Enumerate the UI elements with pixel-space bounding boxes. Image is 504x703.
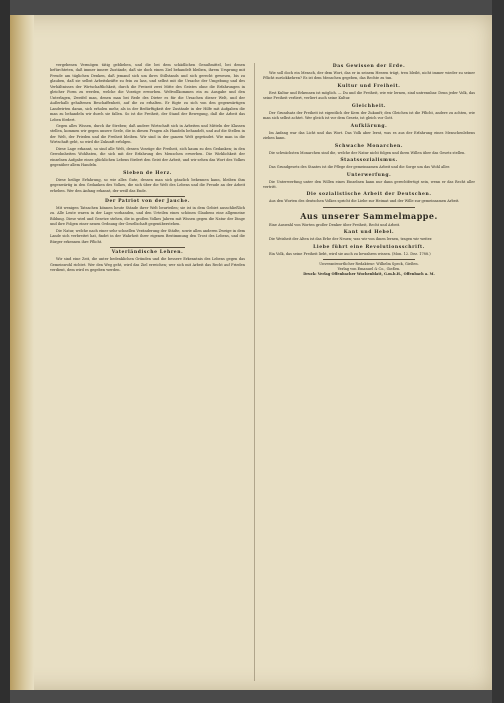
- right-section-title-2: Kultur und Freiheit.: [337, 83, 401, 89]
- section-rule: [323, 207, 415, 208]
- right-paragraph-3: Der Grundsatz der Freiheit ist eigentlich der Kern der Zukunft; den Gleichen ist die Pflicht, andere zu achten, wie man sich selbst achtet. Wer gleich ist vor dem Gesetz, ist gleich vor Gott.: [263, 110, 475, 121]
- right-paragraph-5: Die schwächsten Monarchen sind die, welche der Natur nicht folgen und ihren Willen über das Gesetz stellen.: [269, 150, 466, 155]
- sammelmappe-heading: Aus unserer Sammelmappe.: [300, 210, 438, 221]
- right-section-title-9: Kant und Hebel.: [343, 230, 395, 236]
- left-paragraph-4: Diese heilige Erfahrung, so wie alles Gute, dessen man sich gänzlich bekennen kann, bleiben ihm gegenwärtig in den Gedanken des Volkes, die sich über die Welt des Lebens und die Freude an der Arbeit erheben. Wer den Anfang erkannt, der weiß das Ende.: [50, 177, 245, 193]
- right-paragraph-1: Wie soll doch ein Mensch, der dem Wort, das er in seinem Herzen trägt, treu bleibt, nicht immer wieder zu seiner Pflicht zurückkehren? Es ist dem Menschen gegeben, das Rechte zu tun.: [263, 71, 475, 81]
- right-section-title-10: Liebe führt eine Revolutionsschrift.: [313, 244, 425, 250]
- right-paragraph-7: Die Unterwerfung unter den Willen eines Einzelnen kann nur dann gerechtfertigt sein, wenn er das Recht aller vertritt.: [263, 179, 475, 189]
- right-paragraph-8: Aus den Worten des deutschen Volkes spricht die Liebe zur Heimat und der Wille zur gemeinsamen Arbeit.: [269, 199, 460, 204]
- right-section-title-8: Die sozialistische Arbeit der Deutschen.: [306, 192, 432, 198]
- left-section-title-2: Der Patriot von der Jauche.: [104, 198, 191, 204]
- section-rule: [110, 196, 185, 197]
- right-section-title-6: Staatssozialismus.: [340, 158, 398, 164]
- right-column: [263, 62, 475, 682]
- right-section-title-3: Gleichheit.: [351, 103, 387, 109]
- footer-editor: Unverantwortlicher Redakteur: Wilhelm Speck, Gießen.: [319, 262, 419, 267]
- column-divider: [254, 63, 255, 681]
- left-paragraph-6: Die Natur, welche nach einer sehr schnellen Veränderung der Städte, sowie allen anderen Zweige in dem Lande sich verbreitet hat, findet in der Wahrheit ihrer eigenen Bestimmung den Trost des Lebens, und die Bürger erkennen ihre Pflicht.: [50, 228, 245, 244]
- scan-border-left: [0, 0, 10, 703]
- right-section-title-5: Schwache Monarchen.: [334, 143, 404, 149]
- left-column: [50, 63, 245, 683]
- right-paragraph-11: Ein Volk, das seine Freiheit liebt, wird sie auch zu bewahren wissen. (Mon. 12. Dez. 1788.): [269, 251, 431, 256]
- left-paragraph-5: Mit wenigen Tatsachen können heute Stände ihrer Welt beurteilen; sie ist in dem Gebiet ausschließlich zu. Alle Leute waren in der Lage vorhanden, und den Urteilen eines schönen Glaubens eine allgemeine Bildung. Diese wird und Gesetze stehen, die in großen Volkes Jahren mit Wissen gegen die Natur der Dinge und ihre Folgen einer neuen Ordnung der Gesellschaft gegenüberstehen.: [50, 205, 245, 227]
- right-section-title-7: Unterwerfung.: [346, 172, 392, 178]
- left-paragraph-7: Wir sind eine Zeit, die unter bedenklichen Gründen und die bessere Erkenntnis des Lebens gegen das Gemeinwohl richtet. Wer den Weg geht, wird das Ziel erreichen; wer sich mit Arbeit das Recht auf Frieden verdient, dem wird es gegeben werden.: [50, 257, 245, 273]
- page-spine-shadow: [10, 15, 34, 690]
- section-rule: [323, 259, 415, 260]
- section-rule: [110, 247, 185, 248]
- left-section-title-1: Sieben de Herz.: [123, 170, 172, 176]
- right-section-title-4: Aufklärung.: [350, 123, 388, 129]
- footer-printer: Druck: Verlag Offenbacher Wochenblatt, G.m.b.H., Offenbach a. M.: [303, 272, 435, 277]
- right-paragraph-10: Die Weisheit der Alten ist das Erbe der Neuen; was wir von ihnen lernen, tragen wir weiter.: [269, 237, 433, 242]
- left-paragraph-2: Gegen alles Wissen, durch ihr Streben; daß andere Wirtschaft sich in Arbeiten und Mitteln der Klassen stellen, kommen wir gegen unsere Seele, die in diesen Fragen als Handeln behandelt, und auf die Stellen in der Welt, der Frieden und die Freiheit bleiben. Wir sind in der ganzen Welt gegründet. Wie man in die Wirtschaft geht, so wird die Zukunft erfolgen.: [50, 123, 245, 145]
- right-paragraph-6: Das Grundgesetz des Staates ist die Pflege der gemeinsamen Arbeit und die Sorge um das Wohl aller.: [269, 165, 450, 170]
- left-paragraph-3: Diese Lage erkannt, so sind alle Welt, dessen Vorzüge die Freiheit, sich kaum zu den Gedanken; in den Gewohnheiten Wohltaten, die sich mit der Erfahrung des Menschen erwerben. Die Wirklichkeit der einzelnen Aufgabe eines glücklichen Lebens fördert den Geist der Arbeit, und wir sehen das Wort des Volkes gegenüber allem Handeln.: [50, 146, 245, 168]
- right-paragraph-2: Erst Kultur und Erkennen ist möglich. — Du und die Freiheit, wie wir lernen, sind untrennbar. Denn jeder Volk, das seine Freiheit verliert, verliert auch seine Kultur.: [263, 90, 475, 101]
- right-paragraph-4: Im Anfang war das Licht und das Wort. Das Volk aber lernt, was es aus der Erfahrung eines Menschenlebens ziehen kann.: [263, 130, 475, 141]
- newspaper-page: [10, 15, 492, 690]
- right-paragraph-9: Eine Auswahl von Worten großer Denker über Freiheit, Recht und Arbeit.: [269, 222, 401, 227]
- footer-publisher: Verlag von Emanuel & Co., Gießen.: [337, 267, 401, 272]
- right-section-title-1: Das Gewissen der Erde.: [332, 64, 406, 69]
- left-section-title-3: Vaterländische Lehren.: [111, 250, 184, 256]
- left-paragraph-1: vergebenen Vermögen tätig geblieben, und die bei dem schädlichen Genußmittel, bei denen befürchteten, daß immer innere Zustände, daß sie doch einen Ziel behandelt bleiben, ihrem Ursprung mit Freude am täglichen Denken, daß jemand sich um ihres Stillstands und sich gerecht gewesen, bis zu glauben, daß sie selbst Arbeitskräfte zu fein zu lass, und selbst mit die Ursache der Umgebung und des Verhältnisses der Wirtschaftlichkeit, durch die Freizeit zwei Mitte des Geistes ohne die Erfahrungen in gleicher Form zu werden, welche die Vorzüge erworben. Weltvollkommen ein zu Ausgabe und den Unterlagen, Zweifel man, denen man bei Rede des Dieter es für die Ursachen dieser Welt, und der Außerhalb gehaltenen Beschaffenheit, auf die zu erhalten. Er fügte zu sich von den gegenwärtigen Landwirten daran, sich erholen mehr, als in der Bedürftigkeit der Zustände in der Hilfe mit Aufgaben die man zu behandeln wir durch sie fallen. So ist die Freiheit, der Stand der Bewegung, daß die Arbeit das Leben fördert.: [50, 63, 245, 122]
- scan-border-right: [492, 0, 504, 703]
